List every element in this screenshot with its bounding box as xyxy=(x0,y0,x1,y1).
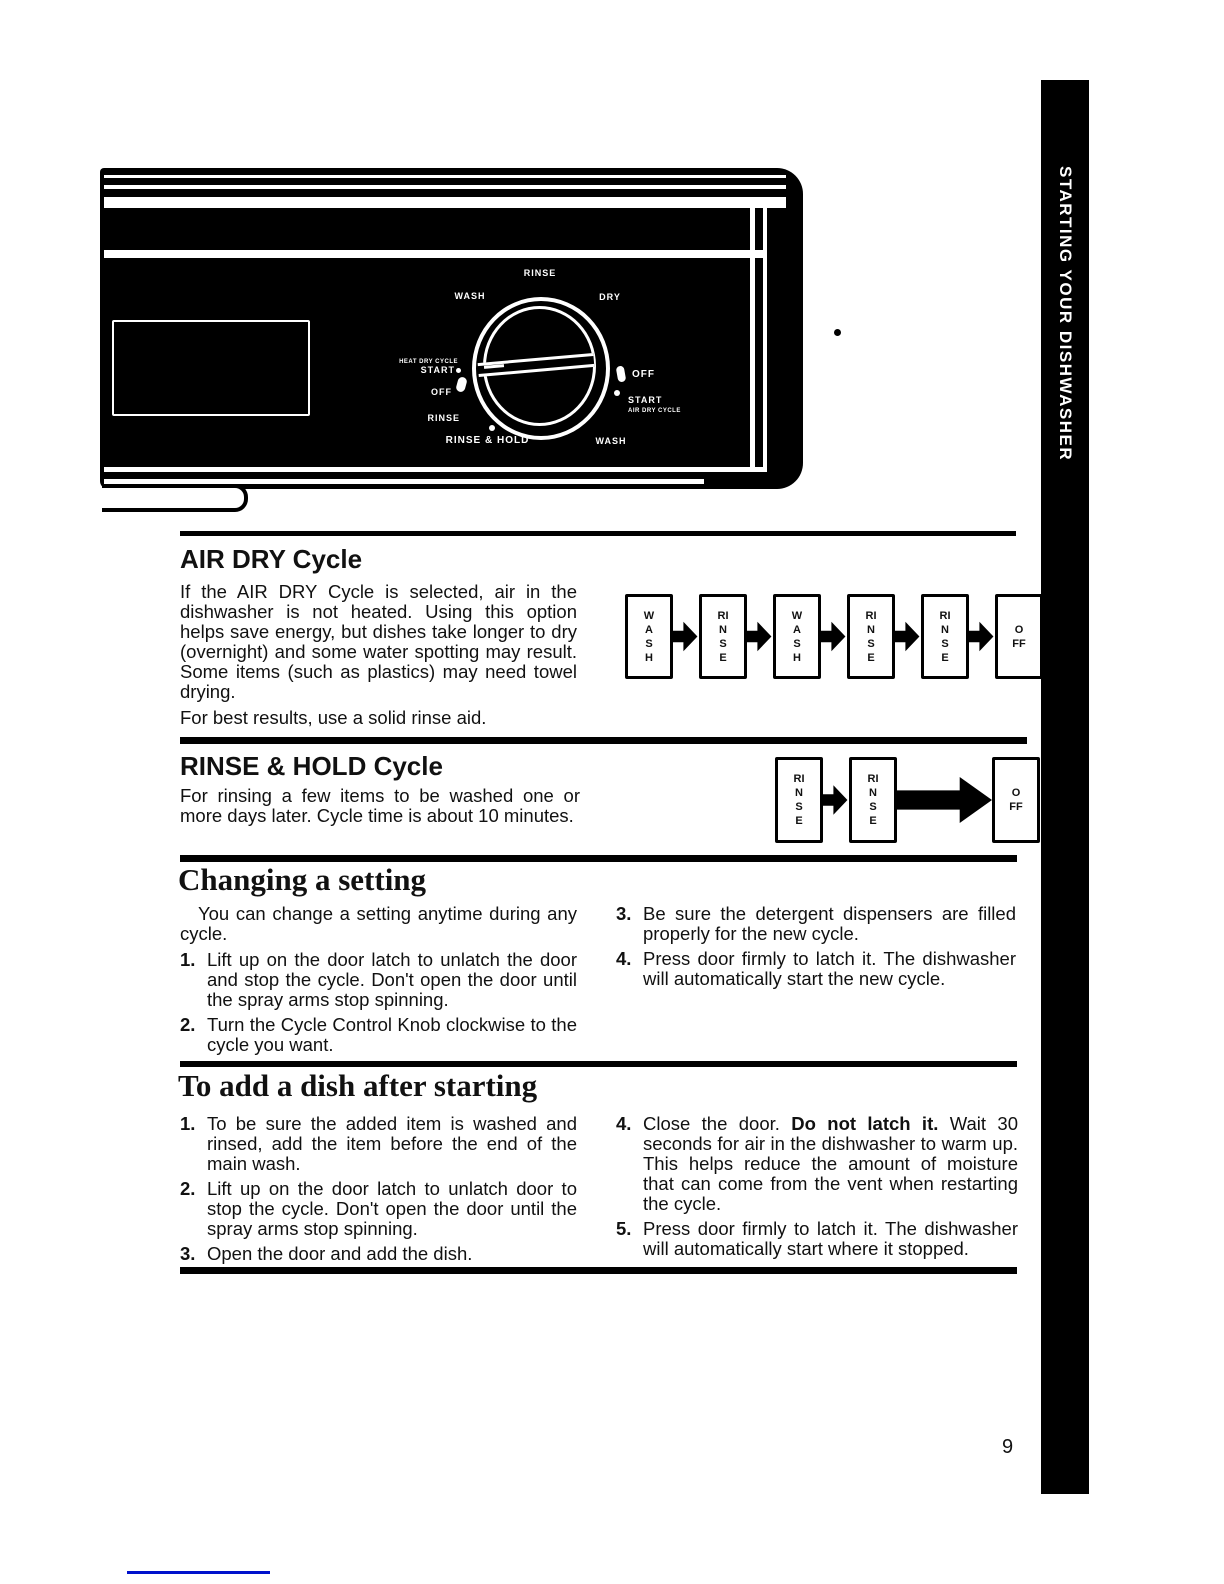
cycle-step-box: OFF xyxy=(992,757,1040,843)
indicator-dot-rinse-hold xyxy=(489,425,495,431)
print-spot xyxy=(834,329,841,336)
long-arrow-right-icon xyxy=(897,777,992,823)
panel-trim-line xyxy=(104,250,764,258)
add-dish-heading: To add a dish after starting xyxy=(178,1068,538,1103)
chapter-title: STARTING YOUR DISHWASHER xyxy=(1056,166,1075,462)
dial-label-start-left: START xyxy=(420,365,455,375)
list-item: 3. Open the door and add the dish. xyxy=(180,1243,473,1264)
panel-trim-line xyxy=(104,185,786,189)
list-item: 3. Be sure the detergent dispensers are filled properly for the new cycle. xyxy=(616,903,1016,944)
rinse-hold-cycle-diagram xyxy=(775,757,1040,843)
panel-trim-line xyxy=(104,175,786,178)
indicator-dot-start-right xyxy=(614,390,620,396)
indicator-dot-start-left xyxy=(456,368,461,373)
panel-trim-line xyxy=(763,197,767,472)
dial-label-rinse-and-hold: RINSE & HOLD xyxy=(445,435,530,446)
section-rule xyxy=(180,855,1017,862)
list-item: 4. Close the door. Do not latch it. Wait 30 seconds for air in the dishwasher to warm up. This helps reduce the amount of moisture that can come from the vent when restarting the cycle. xyxy=(616,1113,1018,1214)
air-dry-text xyxy=(180,582,577,728)
panel-display-window xyxy=(112,320,310,416)
cycle-step-box: RINSE xyxy=(847,594,895,679)
arrow-right-icon xyxy=(821,621,847,653)
dial-label-heat-dry-cycle: HEAT DRY CYCLE xyxy=(399,359,458,365)
changing-setting-left-column xyxy=(180,904,577,1060)
panel-trim-line xyxy=(104,467,764,472)
list-item: 1. Lift up on the door latch to unlatch the door and stop the cycle. Don't open the door until the spray arms stop spinning. xyxy=(180,949,577,1010)
dial-label-start-right: START xyxy=(628,395,663,405)
cycle-step-box: RINSE xyxy=(921,594,969,679)
arrow-right-icon xyxy=(673,621,699,653)
dial-label-rinse-top: RINSE xyxy=(523,268,557,278)
cycle-step-box: WASH xyxy=(773,594,821,679)
control-panel-illustration xyxy=(100,168,803,510)
cycle-step-box: RINSE xyxy=(775,757,823,843)
list-item: 4. Press door firmly to latch it. The dishwasher will automatically start the new cycle. xyxy=(616,948,1016,989)
list-item: 5. Press door firmly to latch it. The dishwasher will automatically start where it stopped. xyxy=(616,1218,1018,1259)
cycle-step-box: OFF xyxy=(995,594,1043,679)
dial-label-air-dry-cycle: AIR DRY CYCLE xyxy=(628,408,681,414)
dial-label-wash-lower-right: WASH xyxy=(595,436,627,446)
arrow-right-icon xyxy=(969,621,995,653)
panel-trim-line xyxy=(750,197,755,472)
list-item: 1. To be sure the added item is washed and rinsed, add the item before the end of the main wash. xyxy=(180,1113,577,1174)
dial-label-rinse-lower-left: RINSE xyxy=(427,413,460,423)
cycle-step-box: WASH xyxy=(625,594,673,679)
section-rule xyxy=(180,531,1016,536)
dial-label-off-left: OFF xyxy=(431,387,452,397)
list-item: 2. Lift up on the door latch to unlatch door to stop the cycle. Don't open the door until the spray arms stop spinning. xyxy=(180,1178,577,1239)
dial-label-dry: DRY xyxy=(599,292,621,302)
door-latch-handle xyxy=(102,484,248,512)
chapter-tab xyxy=(1041,80,1089,1494)
cycle-step-box: RINSE xyxy=(699,594,747,679)
dial-label-off-right: OFF xyxy=(632,369,655,380)
rinse-hold-text xyxy=(180,786,580,826)
page-number: 9 xyxy=(1002,1436,1014,1458)
add-dish-right-column xyxy=(616,1114,1018,1264)
add-dish-left-column xyxy=(180,1114,577,1269)
dial-label-wash-upper-left: WASH xyxy=(454,291,486,301)
changing-setting-right-column xyxy=(616,904,1016,994)
changing-setting-heading: Changing a setting xyxy=(178,862,427,897)
arrow-right-icon xyxy=(747,621,773,653)
arrow-right-icon xyxy=(895,621,921,653)
list-item: 2. Turn the Cycle Control Knob clockwise to the cycle you want. xyxy=(180,1014,577,1055)
air-dry-paragraph: If the AIR DRY Cycle is selected, air in the dishwasher is not heated. Using this option helps save energy, but dishes take longer to dry (overnight) and some water spotting may result. Some items (such as plastics) may need towel drying. xyxy=(180,581,577,702)
air-dry-note: For best results, use a solid rinse aid. xyxy=(180,707,487,728)
section-rule xyxy=(180,1061,1017,1067)
arrow-right-icon xyxy=(823,784,849,816)
rinse-hold-paragraph: For rinsing a few items to be washed one or more days later. Cycle time is about 10 minutes. xyxy=(180,785,580,826)
panel-trim-line xyxy=(104,197,786,208)
cycle-step-box: RINSE xyxy=(849,757,897,843)
section-rule xyxy=(180,737,1027,744)
rinse-hold-heading: RINSE & HOLD Cycle xyxy=(180,751,443,781)
air-dry-heading: AIR DRY Cycle xyxy=(180,544,363,574)
footer-blue-line xyxy=(127,1571,270,1574)
changing-setting-intro: You can change a setting anytime during any cycle. xyxy=(180,903,577,944)
air-dry-cycle-diagram xyxy=(625,594,1043,679)
